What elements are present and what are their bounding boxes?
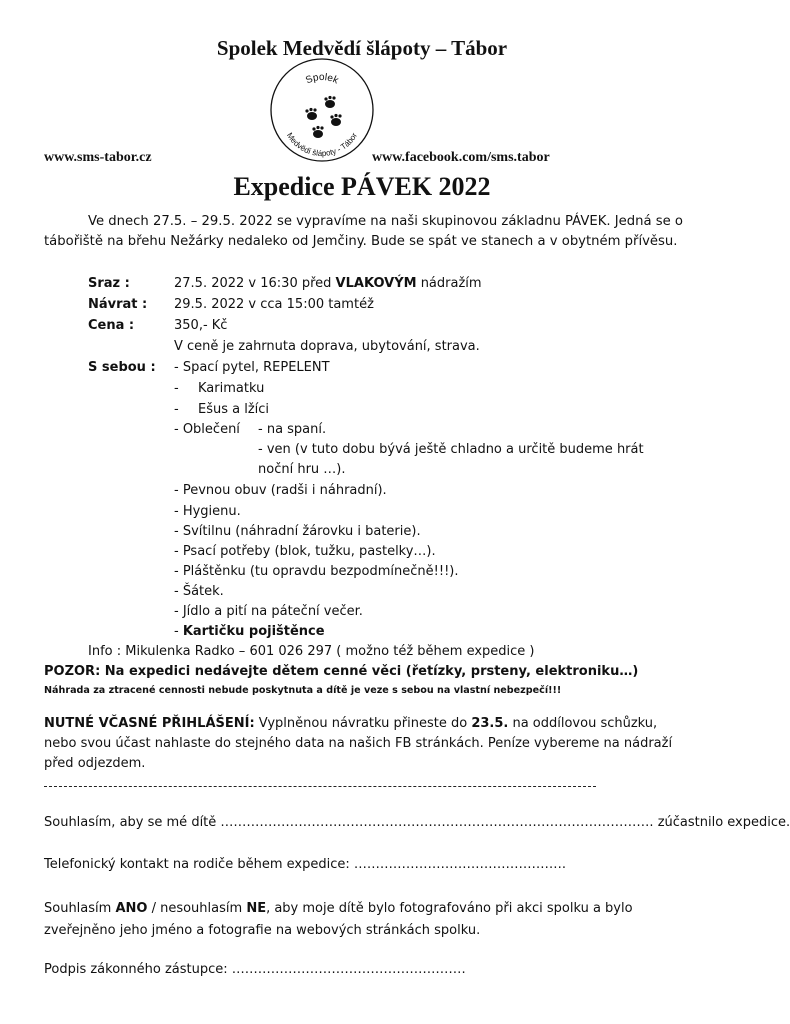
packing-item: - Pevnou obuv (radši i náhradní). <box>174 483 387 498</box>
photo-consent-yes[interactable]: ANO <box>115 901 148 916</box>
price-value: 350,- Kč <box>174 318 228 333</box>
signature-label: Podpis zákonného zástupce: <box>44 962 232 977</box>
packing-item: - Svítilnu (náhradní žárovku i baterie). <box>174 524 421 539</box>
logo-text-bottom: Medvědí šlápoty - Tábor <box>284 131 360 159</box>
svg-text:Spolek <box>304 72 341 87</box>
packing-subitem-cont: noční hru …). <box>258 462 346 477</box>
packing-item: - Hygienu. <box>174 504 241 519</box>
consent-text-pre: Souhlasím, aby se mé dítě <box>44 815 221 830</box>
price-label: Cena : <box>88 318 135 333</box>
organization-title: Spolek Medvědí šlápoty – Tábor <box>216 36 508 60</box>
photo-consent-no[interactable]: NE <box>246 901 267 916</box>
signature-line <box>44 962 466 977</box>
price-note: V ceně je zahrnuta doprava, ubytování, strava. <box>174 339 480 354</box>
packing-dash: - <box>174 402 179 417</box>
contact-info: Info : Mikulenka Radko – 601 026 297 ( možno též během expedice ) <box>88 644 535 659</box>
logo-emblem <box>268 56 376 164</box>
registration-text-pre: Vyplněnou návratku přineste do <box>254 716 472 731</box>
return-label: Návrat : <box>88 297 148 312</box>
cut-divider <box>44 786 596 787</box>
packing-dash: - <box>174 624 183 639</box>
packing-item: - Jídlo a pití na páteční večer. <box>174 604 363 619</box>
packing-item: - Oblečení <box>174 422 240 437</box>
packing-item: Ešus a lžíci <box>198 402 270 417</box>
registration-label: NUTNÉ VČASNÉ PŘIHLÁŠENÍ: <box>44 716 255 731</box>
photo-consent-post: , aby moje dítě bylo fotografováno při akci spolku a bylo zveřejněno jeho jméno a fotografie na webových stránkách spolku. <box>44 901 633 938</box>
insurance-card-label: Kartičku pojištěnce <box>182 624 325 639</box>
registration-date: 23.5. <box>471 716 509 731</box>
child-name-field[interactable]: ………………………………………………………………………………………. <box>220 815 658 830</box>
signature-field[interactable]: ……………………………………………… <box>231 962 466 977</box>
warning-line <box>44 664 638 679</box>
photo-consent-mid: / nesouhlasím <box>147 901 247 916</box>
packing-subitem: - na spaní. <box>258 422 327 437</box>
meeting-value-bold: VLAKOVÝM <box>335 276 417 291</box>
meeting-value-pre: 27.5. 2022 v 16:30 před <box>174 276 336 291</box>
packing-item: - Šátek. <box>174 584 224 599</box>
photo-consent-paragraph <box>44 898 694 942</box>
packing-subitem: - ven (v tuto dobu bývá ještě chladno a určitě budeme hrát <box>258 442 644 457</box>
consent-line <box>44 815 790 830</box>
registration-paragraph <box>44 714 684 774</box>
return-value: 29.5. 2022 v cca 15:00 tamtéž <box>174 297 374 312</box>
facebook-link[interactable]: www.facebook.com/sms.tabor <box>372 150 550 165</box>
intro-paragraph <box>44 212 684 252</box>
warning-label: POZOR: <box>44 664 101 679</box>
page-title: Expedice PÁVEK 2022 <box>233 172 491 201</box>
packing-item: - Spací pytel, REPELENT <box>174 360 330 375</box>
warning-note: Náhrada za ztracené cennosti nebude poskytnuta a dítě je veze s sebou na vlastní nebezpečí!!! <box>44 685 562 696</box>
phone-field[interactable]: …………………………………………. <box>353 857 566 872</box>
consent-text-post: zúčastnilo expedice. <box>657 815 790 830</box>
meeting-value <box>174 276 482 291</box>
packing-item: Karimatku <box>198 381 265 396</box>
phone-line <box>44 857 566 872</box>
meeting-value-post: nádražím <box>416 276 482 291</box>
packing-dash: - <box>174 381 179 396</box>
packing-item: - Pláštěnku (tu opravdu bezpodmínečně!!!). <box>174 564 459 579</box>
photo-consent-pre: Souhlasím <box>44 901 116 916</box>
registration-text-post: na oddílovou schůzku, nebo svou účast nahlaste do stejného data na našich FB stránkách. Peníze vybereme na nádraží před odjezdem. <box>44 716 673 771</box>
intro-text: Ve dnech 27.5. – 29.5. 2022 se vypravíme na naši skupinovou základnu PÁVEK. Jedná se o tábořiště na břehu Nežárky nedaleko od Jemčiny. Bude se spát ve stanech a v obytném přívěsu. <box>44 214 683 249</box>
phone-label: Telefonický kontakt na rodiče během expedice: <box>44 857 354 872</box>
packing-item: - Psací potřeby (blok, tužku, pastelky…). <box>174 544 436 559</box>
logo-text-top: Spolek <box>304 71 340 87</box>
paw-print-icon <box>305 96 341 138</box>
warning-text: Na expedici nedávejte dětem cenné věci (řetízky, prsteny, elektroniku…) <box>100 664 639 679</box>
website-link[interactable]: www.sms-tabor.cz <box>44 150 152 165</box>
packing-item-insurance <box>174 624 325 639</box>
packing-label: S sebou : <box>88 360 156 375</box>
meeting-label: Sraz : <box>88 276 130 291</box>
